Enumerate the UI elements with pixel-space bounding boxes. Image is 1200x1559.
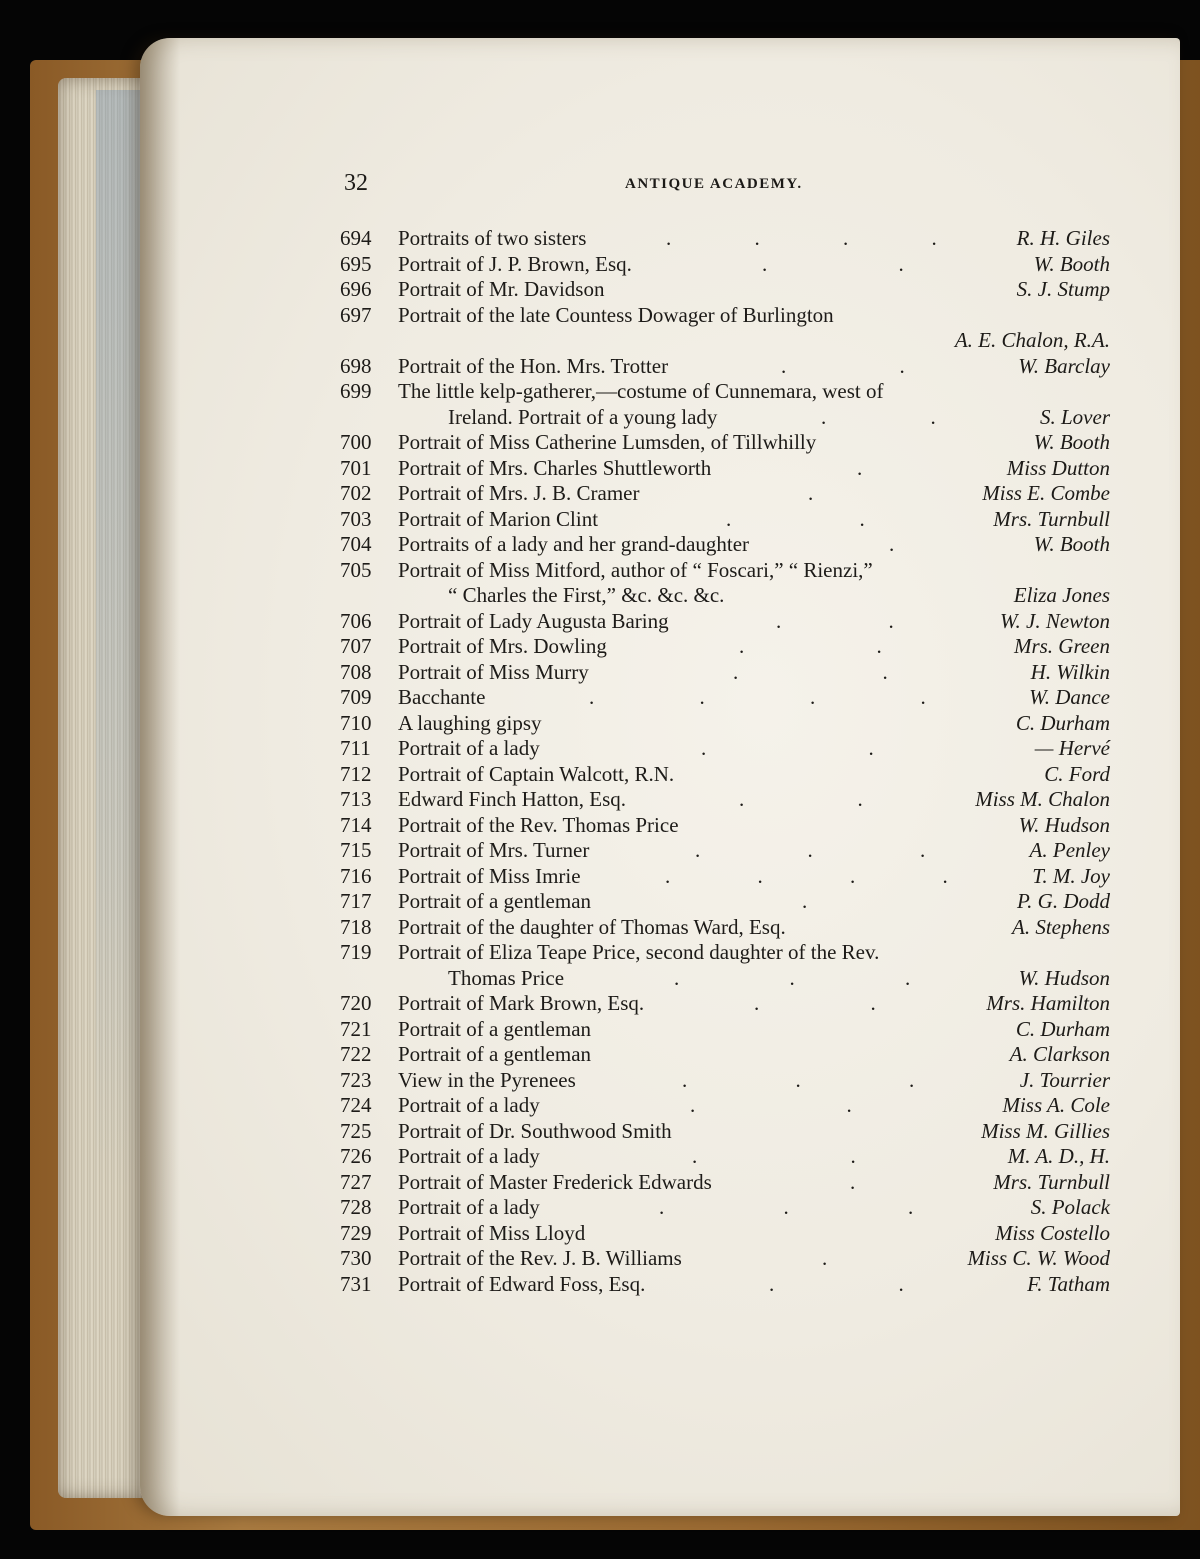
entry-title: Portrait of Miss Catherine Lumsden, of Tillwhilly — [398, 430, 817, 454]
catalogue-entry — [340, 609, 1110, 635]
entry-number: 730 — [340, 1246, 372, 1270]
entry-number: 724 — [340, 1093, 372, 1117]
catalogue-entry — [340, 1017, 1110, 1043]
entry-number: 722 — [340, 1042, 372, 1066]
leader-dots: . — [808, 481, 814, 505]
entry-artist: A. E. Chalon, R.A. — [954, 328, 1110, 352]
leader-dots: . — [802, 889, 808, 913]
entry-title: Portrait of Eliza Teape Price, second daughter of the Rev. — [398, 940, 880, 964]
entry-artist: A. Clarkson — [1009, 1042, 1110, 1066]
leader-dots: . . . . — [665, 863, 948, 888]
entry-artist: Miss M. Chalon — [975, 787, 1110, 811]
entry-title: Thomas Price — [448, 965, 565, 990]
entry-artist: W. Booth — [1033, 430, 1110, 454]
catalogue-entry — [340, 1195, 1110, 1221]
catalogue-entry — [340, 456, 1110, 482]
catalogue-entry — [340, 1272, 1110, 1298]
entry-title: Portrait of a gentleman — [398, 889, 592, 913]
catalogue-entry — [340, 813, 1110, 839]
entry-number: 702 — [340, 481, 372, 505]
entry-title: Portrait of Captain Walcott, R.N. — [398, 761, 675, 786]
entry-title: Portrait of the daughter of Thomas Ward, Esq. — [398, 914, 786, 939]
entry-title: Portrait of Mrs. Charles Shuttleworth — [398, 455, 712, 480]
catalogue-entry — [340, 1144, 1110, 1170]
leader-dots: . . — [776, 608, 894, 633]
page-number: 32 — [344, 170, 368, 196]
catalogue-entry — [340, 787, 1110, 813]
entry-title: Portrait of Mr. Davidson — [398, 277, 605, 301]
entry-artist: — Hervé — [1034, 736, 1110, 760]
leader-dots: . . . . — [666, 226, 937, 250]
entry-title: Portrait of the Hon. Mrs. Trotter — [398, 353, 669, 378]
entry-artist: C. Durham — [1015, 710, 1110, 735]
catalogue-entry — [340, 507, 1110, 533]
entry-title: Portrait of Master Frederick Edwards — [398, 1169, 712, 1194]
leader-dots: . . — [781, 353, 905, 378]
catalogue-entry — [340, 1221, 1110, 1247]
catalogue-entry — [340, 660, 1110, 686]
entry-number: 720 — [340, 991, 372, 1015]
leader-dots: . — [822, 1246, 828, 1270]
entry-title: View in the Pyrenees — [398, 1067, 576, 1092]
catalogue-entry — [340, 1246, 1110, 1272]
entry-number: 728 — [340, 1195, 372, 1219]
catalogue-entry — [340, 634, 1110, 660]
entry-number: 716 — [340, 863, 372, 888]
entry-title: Edward Finch Hatton, Esq. — [398, 787, 627, 811]
entry-number: 717 — [340, 889, 372, 913]
entry-title: Bacchante — [398, 685, 486, 709]
catalogue-entry — [340, 940, 1110, 966]
catalogue-entry — [340, 226, 1110, 252]
leader-dots: . . . . — [589, 685, 926, 709]
entry-artist: Mrs. Turnbull — [993, 506, 1110, 531]
entry-artist: Mrs. Green — [1013, 634, 1110, 658]
leader-dots: . . — [726, 506, 865, 531]
entry-number: 695 — [340, 251, 372, 276]
leader-dots: . — [889, 532, 895, 556]
entry-artist: S. J. Stump — [1016, 277, 1110, 301]
entry-artist: F. Tatham — [1027, 1271, 1110, 1296]
entry-artist: T. M. Joy — [1032, 863, 1110, 888]
entry-title: Portrait of Mrs. J. B. Cramer — [398, 481, 640, 505]
entry-artist: R. H. Giles — [1016, 226, 1110, 250]
catalogue-entry — [340, 915, 1110, 941]
catalogue-entry — [340, 685, 1110, 711]
entry-title: A laughing gipsy — [398, 710, 542, 735]
entry-number: 719 — [340, 940, 372, 964]
entry-number: 701 — [340, 455, 372, 480]
catalogue-entry — [340, 838, 1110, 864]
leader-dots: . . — [692, 1144, 856, 1168]
leader-dots: . . . — [682, 1067, 915, 1092]
catalogue-entry — [340, 991, 1110, 1017]
entry-number: 723 — [340, 1067, 372, 1092]
entry-artist: Miss Dutton — [1006, 455, 1110, 480]
entry-title: Portrait of Miss Mitford, author of “ Foscari,” “ Rienzi,” — [398, 557, 873, 582]
entry-title: Portrait of the Rev. Thomas Price — [398, 812, 679, 837]
entry-number: 699 — [340, 379, 372, 403]
entry-artist: H. Wilkin — [1030, 659, 1110, 684]
entry-title: Portrait of Dr. Southwood Smith — [398, 1118, 672, 1143]
catalogue-entry — [340, 328, 1110, 354]
leader-dots: . . . — [695, 838, 926, 862]
entry-artist: Mrs. Turnbull — [993, 1169, 1110, 1194]
entry-number: 710 — [340, 710, 372, 735]
catalogue-entry — [340, 481, 1110, 507]
catalogue-entry — [340, 1042, 1110, 1068]
entry-title: Portrait of a gentleman — [398, 1042, 592, 1066]
entry-artist: P. G. Dodd — [1017, 889, 1110, 913]
entry-number: 708 — [340, 659, 372, 684]
entry-number: 706 — [340, 608, 372, 633]
entry-number: 697 — [340, 302, 372, 327]
catalogue-entry — [340, 379, 1110, 405]
catalogue-entry — [340, 303, 1110, 329]
entry-title: Portrait of a lady — [398, 1195, 540, 1219]
entry-title: The little kelp-gatherer,—costume of Cunnemara, west of — [398, 379, 884, 403]
entry-artist: Mrs. Hamilton — [986, 991, 1110, 1015]
entry-number: 727 — [340, 1169, 372, 1194]
entry-artist: Miss M. Gillies — [981, 1118, 1110, 1143]
entry-number: 709 — [340, 685, 372, 709]
catalogue-entry — [340, 405, 1110, 431]
entry-title: Portrait of Marion Clint — [398, 506, 599, 531]
page-header — [340, 172, 1110, 202]
entry-artist: C. Ford — [1044, 761, 1110, 786]
leader-dots: . . — [754, 991, 876, 1015]
entry-title: Portrait of Miss Murry — [398, 659, 589, 684]
entry-number: 696 — [340, 277, 372, 301]
entry-number: 705 — [340, 557, 372, 582]
entry-number: 711 — [340, 736, 371, 760]
entry-title: Portrait of Mark Brown, Esq. — [398, 991, 645, 1015]
entry-title: Ireland. Portrait of a young lady — [448, 404, 718, 429]
entry-artist: S. Lover — [1040, 404, 1110, 429]
leader-dots: . . — [701, 736, 874, 760]
entry-title: Portrait of J. P. Brown, Esq. — [398, 251, 632, 276]
entry-artist: S. Polack — [1030, 1195, 1110, 1219]
entry-title: Portrait of Edward Foss, Esq. — [398, 1271, 646, 1296]
entry-title: Portrait of a gentleman — [398, 1016, 592, 1041]
entry-artist: W. Hudson — [1018, 812, 1110, 837]
leader-dots: . . . — [659, 1195, 914, 1219]
entry-title: Portrait of Mrs. Turner — [398, 838, 590, 862]
catalogue-entry — [340, 762, 1110, 788]
leader-dots: . . — [739, 787, 863, 811]
entry-title: Portrait of the late Countess Dowager of Burlington — [398, 302, 834, 327]
gutter-shadow — [140, 38, 180, 1516]
catalogue-entry — [340, 736, 1110, 762]
catalogue-entry — [340, 864, 1110, 890]
catalogue-entry — [340, 1093, 1110, 1119]
entry-artist: Miss A. Cole — [1002, 1093, 1110, 1117]
entry-number: 731 — [340, 1271, 372, 1296]
entry-title: Portrait of the Rev. J. B. Williams — [398, 1246, 682, 1270]
running-head: ANTIQUE ACADEMY. — [625, 176, 803, 192]
catalogue-entry — [340, 354, 1110, 380]
entry-number: 714 — [340, 812, 372, 837]
entry-artist: W. Booth — [1033, 532, 1110, 556]
catalogue-entry — [340, 1170, 1110, 1196]
leader-dots: . . . — [674, 965, 911, 990]
catalogue-entry — [340, 277, 1110, 303]
catalogue-entry — [340, 1068, 1110, 1094]
entry-number: 718 — [340, 914, 372, 939]
entry-number: 713 — [340, 787, 372, 811]
entry-artist: Eliza Jones — [1013, 583, 1110, 607]
catalogue-entry — [340, 889, 1110, 915]
catalogue-entry — [340, 430, 1110, 456]
entry-artist: J. Tourrier — [1019, 1067, 1110, 1092]
entry-number: 704 — [340, 532, 372, 556]
leader-dots: . — [850, 1169, 856, 1194]
entry-artist: W. J. Newton — [999, 608, 1110, 633]
catalogue-entry — [340, 252, 1110, 278]
entry-artist: M. A. D., H. — [1007, 1144, 1110, 1168]
catalogue-entry — [340, 583, 1110, 609]
entry-title: Portrait of Lady Augusta Baring — [398, 608, 669, 633]
entry-number: 715 — [340, 838, 372, 862]
entry-number: 712 — [340, 761, 372, 786]
entry-title: Portrait of Mrs. Dowling — [398, 634, 607, 658]
entry-number: 725 — [340, 1118, 372, 1143]
entry-title: “ Charles the First,” &c. &c. &c. — [448, 583, 725, 607]
entry-title: Portraits of two sisters — [398, 226, 587, 250]
catalogue-entry — [340, 558, 1110, 584]
entry-artist: W. Dance — [1029, 685, 1110, 709]
entry-artist: Miss C. W. Wood — [967, 1246, 1110, 1270]
entry-artist: Miss E. Combe — [982, 481, 1110, 505]
entry-title: Portrait of a lady — [398, 1093, 540, 1117]
entry-artist: W. Booth — [1033, 251, 1110, 276]
entry-artist: W. Barclay — [1018, 353, 1110, 378]
entry-title: Portrait of a lady — [398, 736, 540, 760]
entry-title: Portrait of Miss Imrie — [398, 863, 581, 888]
entry-title: Portraits of a lady and her grand-daughter — [398, 532, 750, 556]
catalogue-entry — [340, 711, 1110, 737]
entry-number: 726 — [340, 1144, 372, 1168]
catalogue-entry — [340, 1119, 1110, 1145]
entry-artist: A. Stephens — [1012, 914, 1110, 939]
leader-dots: . . — [739, 634, 882, 658]
leader-dots: . . — [733, 659, 888, 684]
entry-title: Portrait of Miss Lloyd — [398, 1220, 586, 1245]
catalogue-entries — [340, 226, 1110, 1297]
leader-dots: . . — [769, 1271, 904, 1296]
catalogue-entry — [340, 532, 1110, 558]
entry-artist: W. Hudson — [1018, 965, 1110, 990]
entry-number: 729 — [340, 1220, 372, 1245]
entry-artist: Miss Costello — [995, 1220, 1110, 1245]
entry-title: Portrait of a lady — [398, 1144, 540, 1168]
entry-artist: C. Durham — [1015, 1016, 1110, 1041]
entry-number: 700 — [340, 430, 372, 454]
leader-dots: . . — [762, 251, 904, 276]
entry-number: 703 — [340, 506, 372, 531]
entry-artist: A. Penley — [1029, 838, 1110, 862]
catalogue-entry — [340, 966, 1110, 992]
entry-number: 721 — [340, 1016, 372, 1041]
leader-dots: . . — [690, 1093, 852, 1117]
entry-number: 694 — [340, 226, 372, 250]
entry-number: 698 — [340, 353, 372, 378]
page-edge-stain — [96, 90, 142, 1190]
leader-dots: . — [857, 455, 863, 480]
leader-dots: . . — [821, 404, 936, 429]
entry-number: 707 — [340, 634, 372, 658]
